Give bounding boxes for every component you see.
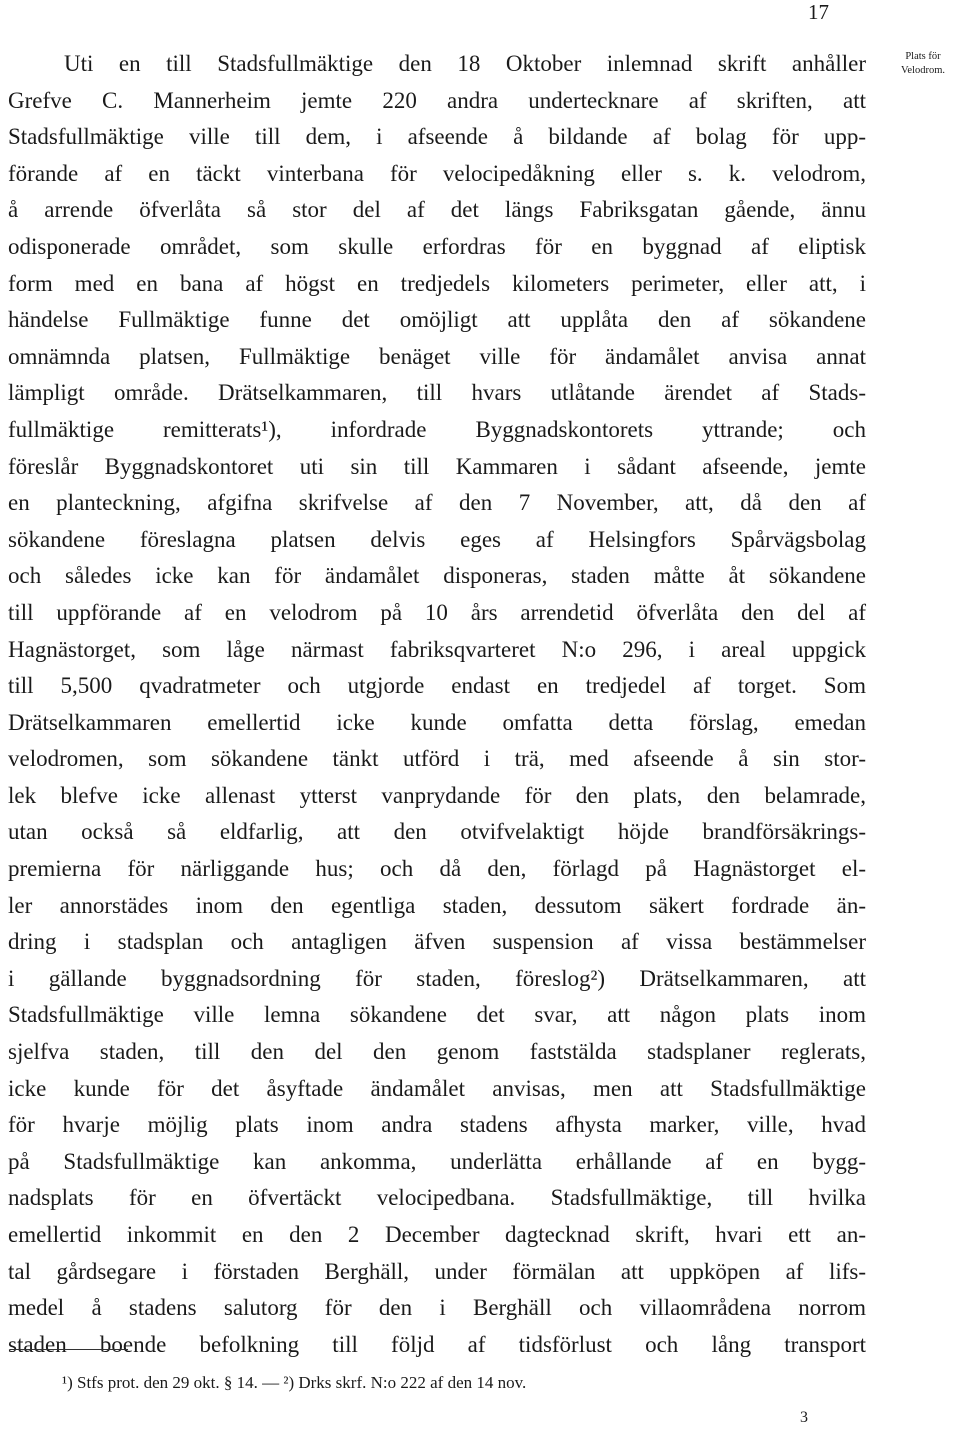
text-line: form med en bana af högst en tredjedels kilometers perimeter, eller att, i bbox=[8, 270, 866, 296]
text-line: fullmäktige remitterats¹), infordrade Byggnadskontorets yttrande; och bbox=[8, 416, 866, 442]
text-line: föreslår Byggnadskontoret uti sin till Kammaren i sådant afseende, jemte bbox=[8, 453, 866, 479]
margin-note bbox=[888, 50, 958, 78]
text-line: händelse Fullmäktige funne det omöjligt att upplåta den af sökandene bbox=[8, 307, 866, 333]
text-line: utan också så eldfarlig, att den otvifvelaktigt höjde brandförsäkrings- bbox=[8, 819, 866, 845]
text-line: å arrende öfverlåta så stor del af det längs Fabriksgatan gående, ännu bbox=[8, 197, 866, 223]
text-line: Stadsfullmäktige ville till dem, i afseende å bildande af bolag för upp- bbox=[8, 124, 866, 150]
text-line: velodromen, som sökandene tänkt utförd i trä, med afseende å sin stor- bbox=[8, 746, 866, 772]
text-line: Drätselkammaren emellertid icke kunde omfatta detta förslag, emedan bbox=[8, 709, 866, 735]
text-line: förande af en täckt vinterbana för velocipedåkning eller s. k. velodrom, bbox=[8, 160, 866, 186]
text-line: Uti en till Stadsfullmäktige den 18 Oktober inlemnad skrift anhåller bbox=[64, 51, 866, 76]
text-line: till 5,500 qvadratmeter och utgjorde endast en tredjedel af torget. Som bbox=[8, 673, 866, 699]
text-line: för hvarje möjlig plats inom andra stadens afhysta marker, ville, hvad bbox=[8, 1112, 866, 1138]
margin-note-line: Plats för bbox=[905, 51, 941, 62]
text-line: sjelfva staden, till den del den genom faststälda stadsplaner reglerats, bbox=[8, 1039, 866, 1065]
text-line: premierna för närliggande hus; och då den, förlagd på Hagnästorget el- bbox=[8, 856, 866, 882]
text-line: omnämnda platsen, Fullmäktige benäget ville för ändamålet anvisa annat bbox=[8, 343, 866, 369]
text-line: tal gårdsegare i förstaden Berghäll, under förmälan att uppköpen af lifs- bbox=[8, 1258, 866, 1284]
page-number: 17 bbox=[808, 0, 829, 24]
body-text bbox=[8, 46, 866, 1363]
text-line: Grefve C. Mannerheim jemte 220 andra undertecknare af skriften, att bbox=[8, 87, 866, 113]
text-line: dring i stadsplan och antagligen äfven suspension af vissa bestämmelser bbox=[8, 929, 866, 955]
text-line: Stadsfullmäktige ville lemna sökandene det svar, att någon plats inom bbox=[8, 1002, 866, 1028]
text-line: och således icke kan för ändamålet disponeras, staden måtte åt sökandene bbox=[8, 563, 866, 589]
text-line: sökandene föreslagna platsen delvis eges af Helsingfors Spårvägsbolag bbox=[8, 526, 866, 552]
text-line: en planteckning, afgifna skrifvelse af den 7 November, att, då den af bbox=[8, 490, 866, 516]
text-line: odisponerade området, som skulle erfordras för en byggnad af eliptisk bbox=[8, 233, 866, 259]
text-line: medel å stadens salutorg för den i Berghäll och villaområdena norrom bbox=[8, 1295, 866, 1321]
text-line: emellertid inkommit en den 2 December dagtecknad skrift, hvari ett an- bbox=[8, 1222, 866, 1247]
margin-note-line: Velodrom. bbox=[900, 65, 946, 76]
text-line: ler annorstädes inom den egentliga staden, dessutom säkert fordrade än- bbox=[8, 892, 866, 918]
text-line: staden boende befolkning till följd af tidsförlust och lång transport bbox=[8, 1331, 866, 1357]
footnotes: ¹) Stfs prot. den 29 okt. § 14. — ²) Drks skrf. N:o 222 af den 14 nov. bbox=[62, 1373, 527, 1392]
text-line: lek blefve icke allenast ytterst vanprydande för den plats, den belamrade, bbox=[8, 782, 866, 808]
text-line: till uppförande af en velodrom på 10 års arrendetid öfverlåta den del af bbox=[8, 599, 866, 625]
signature-mark: 3 bbox=[800, 1409, 808, 1426]
text-line: icke kunde för det åsyftade ändamålet anvisas, men att Stadsfullmäktige bbox=[8, 1075, 866, 1101]
footnote-rule bbox=[10, 1349, 128, 1350]
text-line: på Stadsfullmäktige kan ankomma, underlätta erhållande af en bygg- bbox=[8, 1148, 866, 1174]
text-line: lämpligt område. Drätselkammaren, till hvars utlåtande ärendet af Stads- bbox=[8, 380, 866, 406]
text-line: i gällande byggnadsordning för staden, föreslog²) Drätselkammaren, att bbox=[8, 965, 866, 991]
text-line: Hagnästorget, som låge närmast fabriksqvarteret N:o 296, i areal uppgick bbox=[8, 636, 866, 662]
text-line: nadsplats för en öfvertäckt velocipedbana. Stadsfullmäktige, till hvilka bbox=[8, 1185, 866, 1211]
